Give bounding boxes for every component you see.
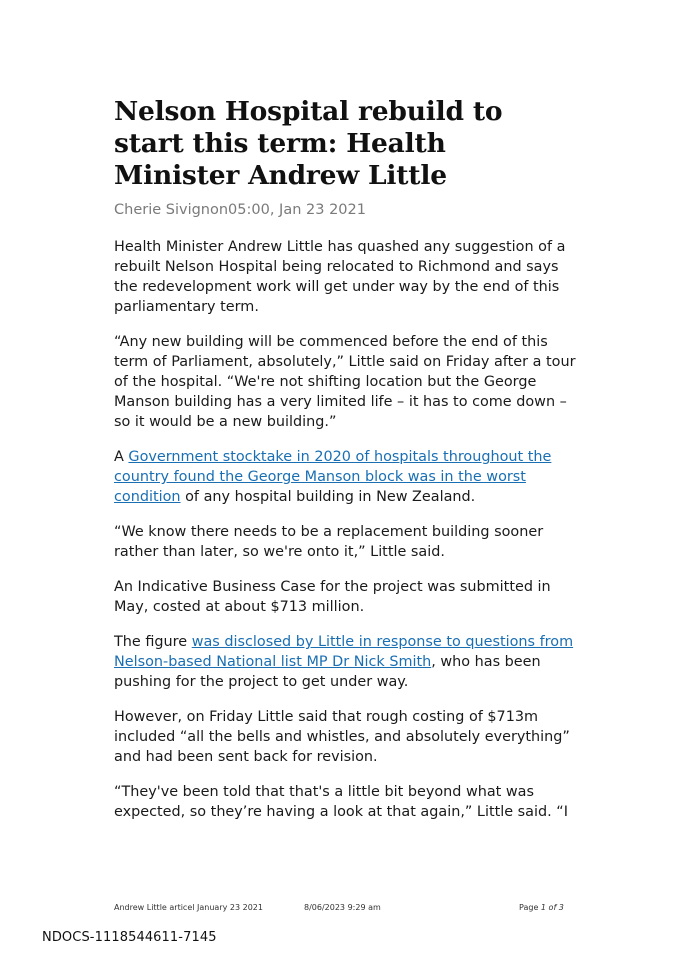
- disclosure-link[interactable]: was disclosed by Little in response to questions from Nelson-based National list MP Dr Nick Smith: [114, 634, 574, 670]
- document-id: NDOCS-1118544611-7145: [42, 930, 217, 945]
- paragraph-8: “They've been told that that's a little bit beyond what was expected, so they’re having a look at that again,” Little said. “I: [114, 784, 568, 820]
- paragraph-3: [114, 447, 576, 507]
- paragraph-2: “Any new building will be commenced before the end of this term of Parliament, absolutely,” Little said on Friday after a tour of the hospital. “We're not shifting location but the George Manson building has a very limited life – it has to come down – so it would be a new building.”: [114, 334, 576, 430]
- paragraph-3-lead: A: [114, 449, 129, 465]
- article-title: Nelson Hospital rebuild to start this term: Health Minister Andrew Little: [114, 96, 503, 191]
- footer-print-date: 8/06/2023 9:29 am: [304, 903, 381, 912]
- stocktake-link[interactable]: Government stocktake in 2020 of hospitals throughout the country found the George Manson block was in the worst condition: [114, 449, 552, 505]
- article-byline: Cherie Sivignon05:00, Jan 23 2021: [114, 202, 366, 218]
- footer-page-number: [519, 903, 564, 912]
- paragraph-4: “We know there needs to be a replacement building sooner rather than later, so we're onto it,” Little said.: [114, 524, 544, 560]
- article-body: [114, 237, 576, 837]
- paragraph-1: Health Minister Andrew Little has quashed any suggestion of a rebuilt Nelson Hospital being relocated to Richmond and says the redevelopment work will get under way by the end of this parliamentary term.: [114, 239, 566, 315]
- paragraph-3-tail: of any hospital building in New Zealand.: [180, 489, 476, 505]
- paragraph-6-lead: The figure: [114, 634, 192, 650]
- footer-page-count: 1 of 3: [540, 903, 564, 912]
- paragraph-7: However, on Friday Little said that rough costing of $713m included “all the bells and whistles, and absolutely everything” and had been sent back for revision.: [114, 709, 570, 765]
- paragraph-6-tail: , who has been pushing for the project to get under way.: [114, 654, 541, 690]
- footer-page-label: Page: [519, 903, 541, 912]
- footer-document-name: Andrew Little articel January 23 2021: [114, 903, 263, 912]
- paragraph-5: An Indicative Business Case for the project was submitted in May, costed at about $713 million.: [114, 579, 551, 615]
- paragraph-6: [114, 632, 576, 692]
